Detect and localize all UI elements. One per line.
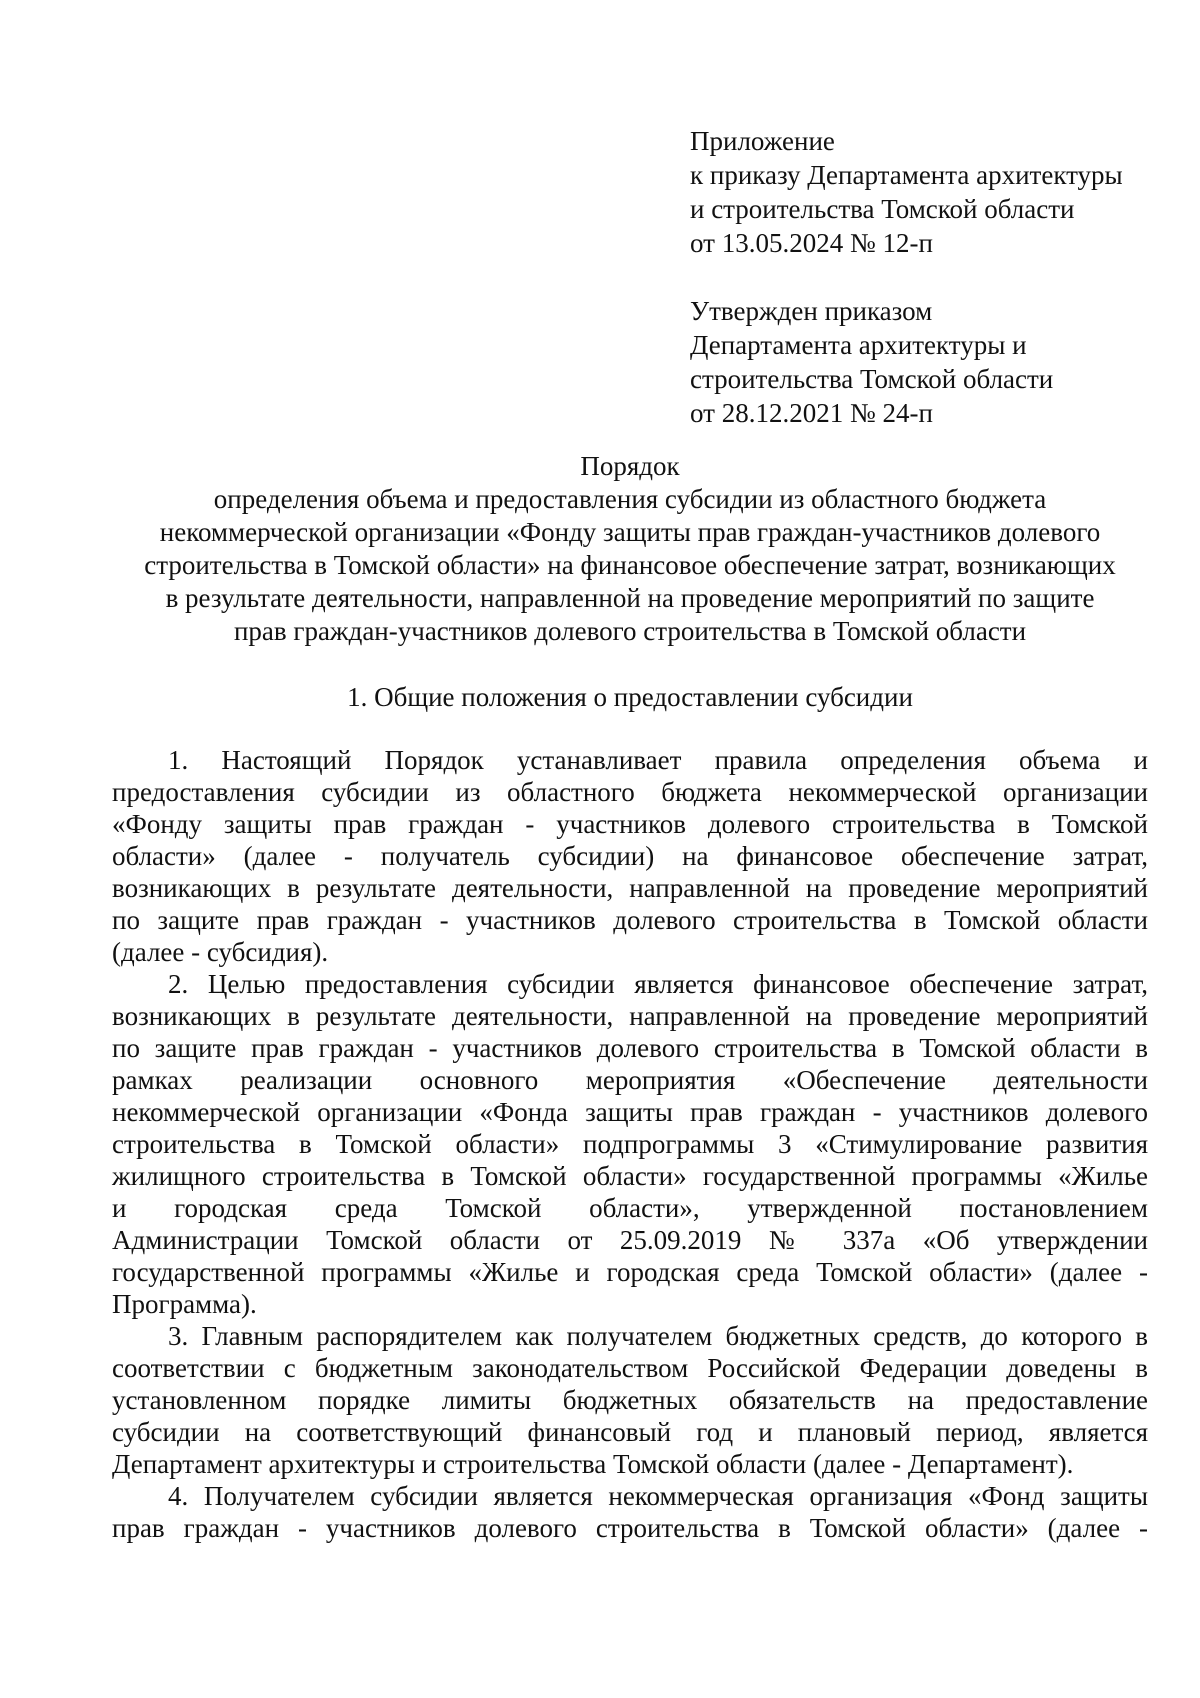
title-line: прав граждан-участников долевого строительства в Томской области: [233, 616, 1027, 646]
title-line: Порядок: [580, 451, 680, 481]
body-line: субсидии на соответствующий финансовый год и плановый период, является: [112, 1417, 1148, 1447]
title-line: некоммерческой организации «Фонду защиты прав граждан-участников долевого: [159, 517, 1101, 547]
approval-header: [690, 294, 1160, 430]
body-line: по защите прав граждан - участников долевого строительства в Томской области: [112, 905, 1148, 935]
body-line: (далее - субсидия).: [112, 937, 329, 967]
body-line: строительства в Томской области» подпрограммы 3 «Стимулирование развития: [112, 1129, 1148, 1159]
body-line: предоставления субсидии из областного бюджета некоммерческой организации: [112, 777, 1148, 807]
body-line: Департамент архитектуры и строительства Томской области (далее - Департамент).: [112, 1449, 1074, 1479]
body-line: 1. Настоящий Порядок устанавливает правила определения объема и: [168, 745, 1148, 775]
document-title: [112, 450, 1148, 648]
body-line: возникающих в результате деятельности, направленной на проведение мероприятий: [112, 1001, 1148, 1031]
section-heading: 1. Общие положения о предоставлении субсидии: [347, 682, 913, 712]
body-line: возникающих в результате деятельности, направленной на проведение мероприятий: [112, 873, 1148, 903]
body-line: некоммерческой организации «Фонда защиты прав граждан - участников долевого: [112, 1097, 1148, 1127]
body-line: «Фонду защиты прав граждан - участников долевого строительства в Томской: [112, 809, 1148, 839]
body-line: государственной программы «Жилье и городская среда Томской области» (далее -: [112, 1257, 1148, 1287]
body-line: 4. Получателем субсидии является некоммерческая организация «Фонд защиты: [168, 1481, 1148, 1511]
title-line: определения объема и предоставления субсидии из областного бюджета: [213, 484, 1047, 514]
body-line: жилищного строительства в Томской области» государственной программы «Жилье: [112, 1161, 1148, 1191]
document-body: [112, 744, 1148, 1544]
body-line: Программа).: [112, 1289, 257, 1319]
body-line: области» (далее - получатель субсидии) на финансовое обеспечение затрат,: [112, 841, 1148, 871]
body-line: и городская среда Томской области», утвержденной постановлением: [112, 1193, 1148, 1223]
body-line: установленном порядке лимиты бюджетных обязательств на предоставление: [112, 1385, 1148, 1415]
appendix-line: и строительства Томской области: [690, 194, 1075, 224]
approval-line: Департамента архитектуры и: [690, 330, 1027, 360]
appendix-line: к приказу Департамента архитектуры: [690, 160, 1123, 190]
body-line: рамках реализации основного мероприятия «Обеспечение деятельности: [112, 1065, 1148, 1095]
title-line: в результате деятельности, направленной на проведение мероприятий по защите: [165, 583, 1095, 613]
approval-line: строительства Томской области: [690, 364, 1054, 394]
body-line: Администрации Томской области от 25.09.2019 № 337а «Об утверждении: [112, 1225, 1148, 1255]
appendix-line: Приложение: [690, 126, 835, 156]
appendix-header: [690, 124, 1160, 260]
approval-line: от 28.12.2021 № 24-п: [690, 398, 933, 428]
approval-line: Утвержден приказом: [690, 296, 933, 326]
body-line: по защите прав граждан - участников долевого строительства в Томской области в: [112, 1033, 1148, 1063]
body-line: прав граждан - участников долевого строительства в Томской области» (далее -: [112, 1513, 1148, 1543]
body-line: 3. Главным распорядителем как получателем бюджетных средств, до которого в: [168, 1321, 1148, 1351]
body-line: соответствии с бюджетным законодательством Российской Федерации доведены в: [112, 1353, 1148, 1383]
title-line: строительства в Томской области» на финансовое обеспечение затрат, возникающих: [144, 550, 1116, 580]
appendix-line: от 13.05.2024 № 12-п: [690, 228, 933, 258]
body-line: 2. Целью предоставления субсидии является финансовое обеспечение затрат,: [168, 969, 1148, 999]
